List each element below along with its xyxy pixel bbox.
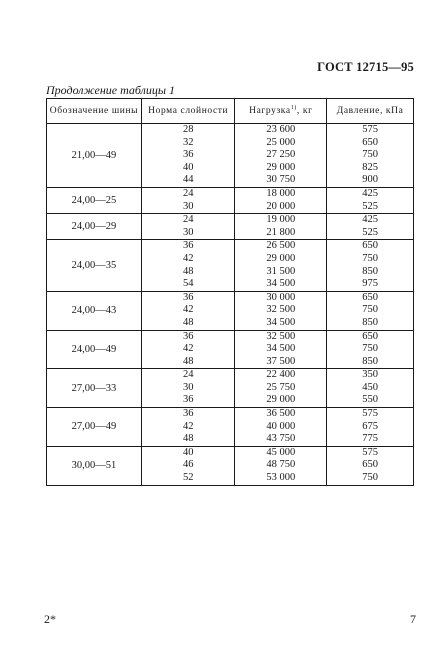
load-value: 20 000	[266, 200, 296, 212]
pressure-value: 750	[362, 252, 378, 264]
pressure-cell	[327, 240, 414, 291]
ply-rating-value: 44	[182, 174, 194, 186]
ply-rating-value: 48	[182, 265, 194, 277]
ply-rating-value: 42	[182, 304, 194, 316]
tire-designation-cell: 24,00—49	[47, 330, 142, 369]
ply-rating-value: 36	[182, 330, 194, 342]
load-cell	[235, 124, 327, 188]
table-caption: Продолжение таблицы 1	[46, 83, 176, 97]
pressure-value: 750	[362, 304, 378, 316]
tire-designation-cell: 24,00—35	[47, 240, 142, 291]
pressure-value: 775	[362, 433, 378, 445]
pressure-value: 650	[362, 136, 378, 148]
load-value: 32 500	[266, 330, 296, 342]
ply-rating-cell	[141, 240, 235, 291]
tire-designation-cell: 24,00—25	[47, 187, 142, 213]
ply-rating-value: 24	[182, 214, 194, 226]
ply-rating-cell	[141, 369, 235, 408]
pressure-value: 525	[362, 226, 378, 238]
ply-rating-value: 24	[182, 187, 194, 199]
load-value: 29 000	[266, 161, 296, 173]
ply-rating-value: 48	[182, 433, 194, 445]
load-cell	[235, 369, 327, 408]
pressure-cell	[327, 291, 414, 330]
ply-rating-value: 36	[182, 408, 194, 420]
header-load-label: Нагрузка	[249, 106, 291, 117]
pressure-value: 750	[362, 472, 378, 484]
ply-rating-cell	[141, 124, 235, 188]
pressure-cell	[327, 369, 414, 408]
pressure-value: 575	[362, 408, 378, 420]
tire-designation-cell: 27,00—49	[47, 408, 142, 447]
ply-rating-value: 32	[182, 136, 194, 148]
ply-rating-value: 54	[182, 278, 194, 290]
ply-rating-value: 48	[182, 316, 194, 328]
pressure-value: 850	[362, 355, 378, 367]
load-cell	[235, 291, 327, 330]
load-cell	[235, 446, 327, 485]
ply-rating-value: 42	[182, 343, 194, 355]
pressure-value: 650	[362, 291, 378, 303]
load-value: 22 400	[266, 369, 296, 381]
tire-designation-cell: 27,00—33	[47, 369, 142, 408]
ply-rating-value: 36	[182, 291, 194, 303]
load-value: 23 600	[266, 124, 296, 135]
pressure-value: 975	[362, 278, 378, 290]
ply-rating-value: 36	[182, 394, 194, 406]
ply-rating-cell	[141, 187, 235, 213]
load-cell	[235, 187, 327, 213]
load-value: 34 500	[266, 316, 296, 328]
load-value: 29 000	[266, 394, 296, 406]
standard-designation: ГОСТ 12715—95	[317, 60, 414, 74]
pressure-value: 425	[362, 214, 378, 226]
table-row	[47, 330, 414, 369]
load-value: 18 000	[266, 187, 296, 199]
ply-rating-cell	[141, 408, 235, 447]
ply-rating-value: 28	[182, 124, 194, 135]
ply-rating-value: 30	[182, 226, 194, 238]
load-cell	[235, 330, 327, 369]
header-designation: Обозначение шины	[47, 99, 142, 124]
load-value: 43 750	[266, 433, 296, 445]
load-value: 19 000	[266, 214, 296, 226]
ply-rating-cell	[141, 214, 235, 240]
pressure-value: 550	[362, 394, 378, 406]
ply-rating-cell	[141, 330, 235, 369]
load-cell	[235, 214, 327, 240]
ply-rating-value: 30	[182, 200, 194, 212]
header-ply-rating: Норма слойности	[141, 99, 235, 124]
load-value: 31 500	[266, 265, 296, 277]
load-value: 30 000	[266, 291, 296, 303]
load-footnote-marker: 1)	[290, 105, 297, 112]
tire-designation-cell: 24,00—29	[47, 214, 142, 240]
load-cell	[235, 408, 327, 447]
load-value: 27 250	[266, 149, 296, 161]
table-row	[47, 369, 414, 408]
tire-load-table	[46, 98, 414, 486]
pressure-value: 650	[362, 240, 378, 252]
load-value: 48 750	[266, 459, 296, 471]
tire-designation-cell: 30,00—51	[47, 446, 142, 485]
table-row	[47, 408, 414, 447]
load-value: 53 000	[266, 472, 296, 484]
load-value: 29 000	[266, 252, 296, 264]
load-value: 25 750	[266, 381, 296, 393]
printer-signature: 2*	[44, 612, 56, 626]
pressure-value: 850	[362, 265, 378, 277]
ply-rating-value: 52	[182, 472, 194, 484]
ply-rating-cell	[141, 291, 235, 330]
pressure-value: 350	[362, 369, 378, 381]
header-pressure: Давление, кПа	[327, 99, 414, 124]
load-value: 34 500	[266, 343, 296, 355]
load-cell	[235, 240, 327, 291]
ply-rating-value: 42	[182, 252, 194, 264]
pressure-cell	[327, 214, 414, 240]
table-header-row	[47, 99, 414, 124]
pressure-value: 750	[362, 343, 378, 355]
pressure-cell	[327, 330, 414, 369]
pressure-cell	[327, 124, 414, 188]
pressure-cell	[327, 408, 414, 447]
pressure-value: 525	[362, 200, 378, 212]
load-value: 34 500	[266, 278, 296, 290]
header-load	[235, 99, 327, 124]
tire-designation-cell: 24,00—43	[47, 291, 142, 330]
ply-rating-value: 36	[182, 240, 194, 252]
load-value: 32 500	[266, 304, 296, 316]
tire-designation-cell: 21,00—49	[47, 124, 142, 188]
ply-rating-cell	[141, 446, 235, 485]
pressure-value: 575	[362, 124, 378, 135]
table-row	[47, 214, 414, 240]
table-row	[47, 124, 414, 188]
pressure-value: 450	[362, 381, 378, 393]
header-load-unit: , кг	[296, 106, 313, 117]
pressure-value: 575	[362, 446, 378, 458]
table-body	[47, 124, 414, 486]
pressure-value: 425	[362, 187, 378, 199]
ply-rating-value: 46	[182, 459, 194, 471]
ply-rating-value: 24	[182, 369, 194, 381]
table-row	[47, 187, 414, 213]
ply-rating-value: 30	[182, 381, 194, 393]
pressure-value: 825	[362, 161, 378, 173]
pressure-cell	[327, 446, 414, 485]
load-value: 21 800	[266, 226, 296, 238]
table-row	[47, 240, 414, 291]
ply-rating-value: 42	[182, 420, 194, 432]
load-value: 26 500	[266, 240, 296, 252]
page-number: 7	[410, 612, 416, 626]
load-value: 30 750	[266, 174, 296, 186]
load-value: 25 000	[266, 136, 296, 148]
pressure-value: 650	[362, 330, 378, 342]
table-row	[47, 291, 414, 330]
pressure-cell	[327, 187, 414, 213]
load-value: 36 500	[266, 408, 296, 420]
load-value: 37 500	[266, 355, 296, 367]
ply-rating-value: 48	[182, 355, 194, 367]
ply-rating-value: 40	[182, 161, 194, 173]
load-value: 40 000	[266, 420, 296, 432]
ply-rating-value: 36	[182, 149, 194, 161]
ply-rating-value: 40	[182, 446, 194, 458]
pressure-value: 900	[362, 174, 378, 186]
pressure-value: 675	[362, 420, 378, 432]
table-row	[47, 446, 414, 485]
pressure-value: 750	[362, 149, 378, 161]
pressure-value: 650	[362, 459, 378, 471]
load-value: 45 000	[266, 446, 296, 458]
pressure-value: 850	[362, 316, 378, 328]
